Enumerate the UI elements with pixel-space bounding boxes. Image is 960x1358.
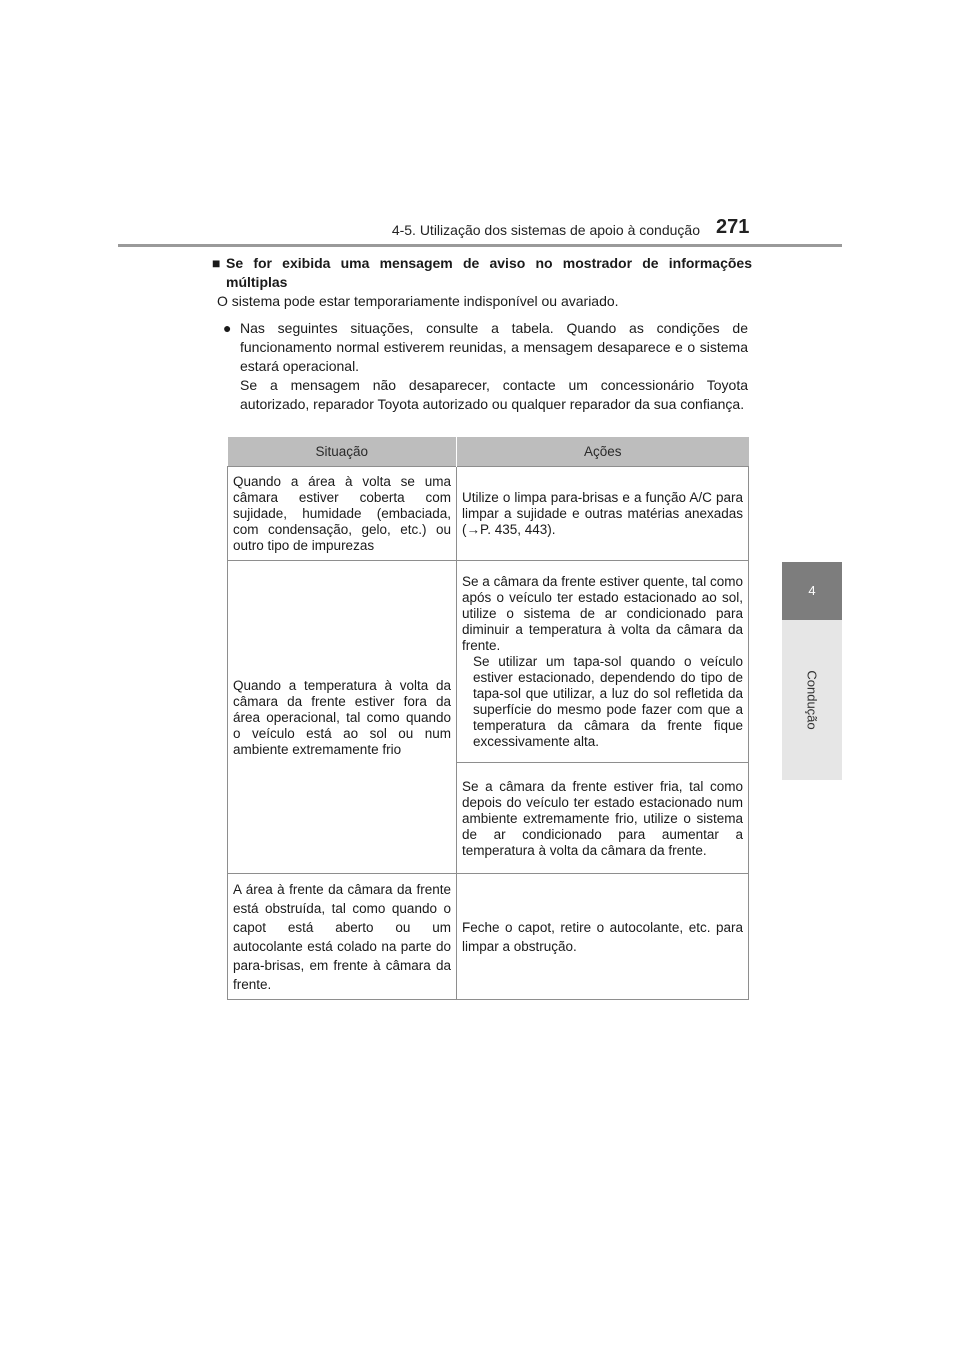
situation-action-table: [227, 437, 749, 1000]
action-cell: [457, 561, 749, 763]
round-bullet-icon: ●: [223, 320, 232, 336]
table-row: [228, 561, 749, 763]
bullet-paragraph: [223, 319, 748, 376]
side-tab-label-text: Condução: [804, 670, 820, 730]
table-row: [228, 874, 749, 1000]
intro-text: O sistema pode estar temporariamente indisponível ou avariado.: [217, 293, 619, 309]
section-heading-text: Se for exibida uma mensagem de aviso no mostrador de informações múltiplas: [226, 255, 752, 290]
situation-cell: Quando a área à volta se uma câmara estiver coberta com sujidade, humidade (embaciada, com condensação, gelo, etc.) ou outro tipo de impurezas: [228, 467, 457, 561]
column-header-actions: Ações: [457, 437, 749, 467]
side-tab-chapter-number: 4: [782, 562, 842, 620]
action-cell: Feche o capot, retire o autocolante, etc. para limpar a obstrução.: [457, 874, 749, 1000]
table-header-row: [228, 437, 749, 467]
situation-cell: Quando a temperatura à volta da câmara da frente estiver fora da área operacional, tal como quando o veículo está ao sol ou num ambiente extremamente frio: [228, 561, 457, 874]
action-cell: Utilize o limpa para-brisas e a função A/C para limpar a sujidade e outras matérias anexadas (→P. 435, 443).: [457, 467, 749, 561]
page-number: 271: [716, 216, 750, 238]
square-bullet-icon: ■: [212, 255, 221, 271]
action-cell: Se a câmara da frente estiver fria, tal como depois do veículo ter estado estacionado num ambiente extremamente frio, utilize o sistema de ar condicionado para aumentar a temperatura à volta da câmara da frente.: [457, 763, 749, 874]
action-text: Se a câmara da frente estiver quente, tal como após o veículo ter estado estacionado ao sol, utilize o sistema de ar condicionado para diminuir a temperatura à volta da câmara da frente.: [462, 574, 743, 653]
column-header-situation: Situação: [228, 437, 457, 467]
note-paragraph: Se a mensagem não desaparecer, contacte um concessionário Toyota autorizado, reparador Toyota autorizado ou qualquer reparador da sua confiança.: [240, 377, 748, 412]
bullet-text: Nas seguintes situações, consulte a tabela. Quando as condições de funcionamento normal estiverem reunidas, a mensagem desaparece e o sistema estará operacional.: [240, 320, 748, 374]
action-subnote: Se utilizar um tapa-sol quando o veículo estiver estacionado, dependendo do tipo de tapa-sol que utilizar, a luz do sol refletida da superfície do mesmo pode fazer com que a temperatura da câmara da frente fique excessivamente alta.: [473, 654, 743, 749]
section-heading: [212, 254, 752, 292]
table-row: [228, 467, 749, 561]
situation-text: A área à frente da câmara da frente está obstruída, tal como quando o capot está aberto ou um autocolante está colado na parte do para-brisas, em frente à câmara da frente.: [233, 882, 451, 992]
header-section-title: 4-5. Utilização dos sistemas de apoio à condução: [391, 222, 700, 238]
side-tab-chapter-label: [782, 620, 842, 780]
header-rule: [118, 244, 842, 247]
situation-cell: [228, 874, 457, 1000]
